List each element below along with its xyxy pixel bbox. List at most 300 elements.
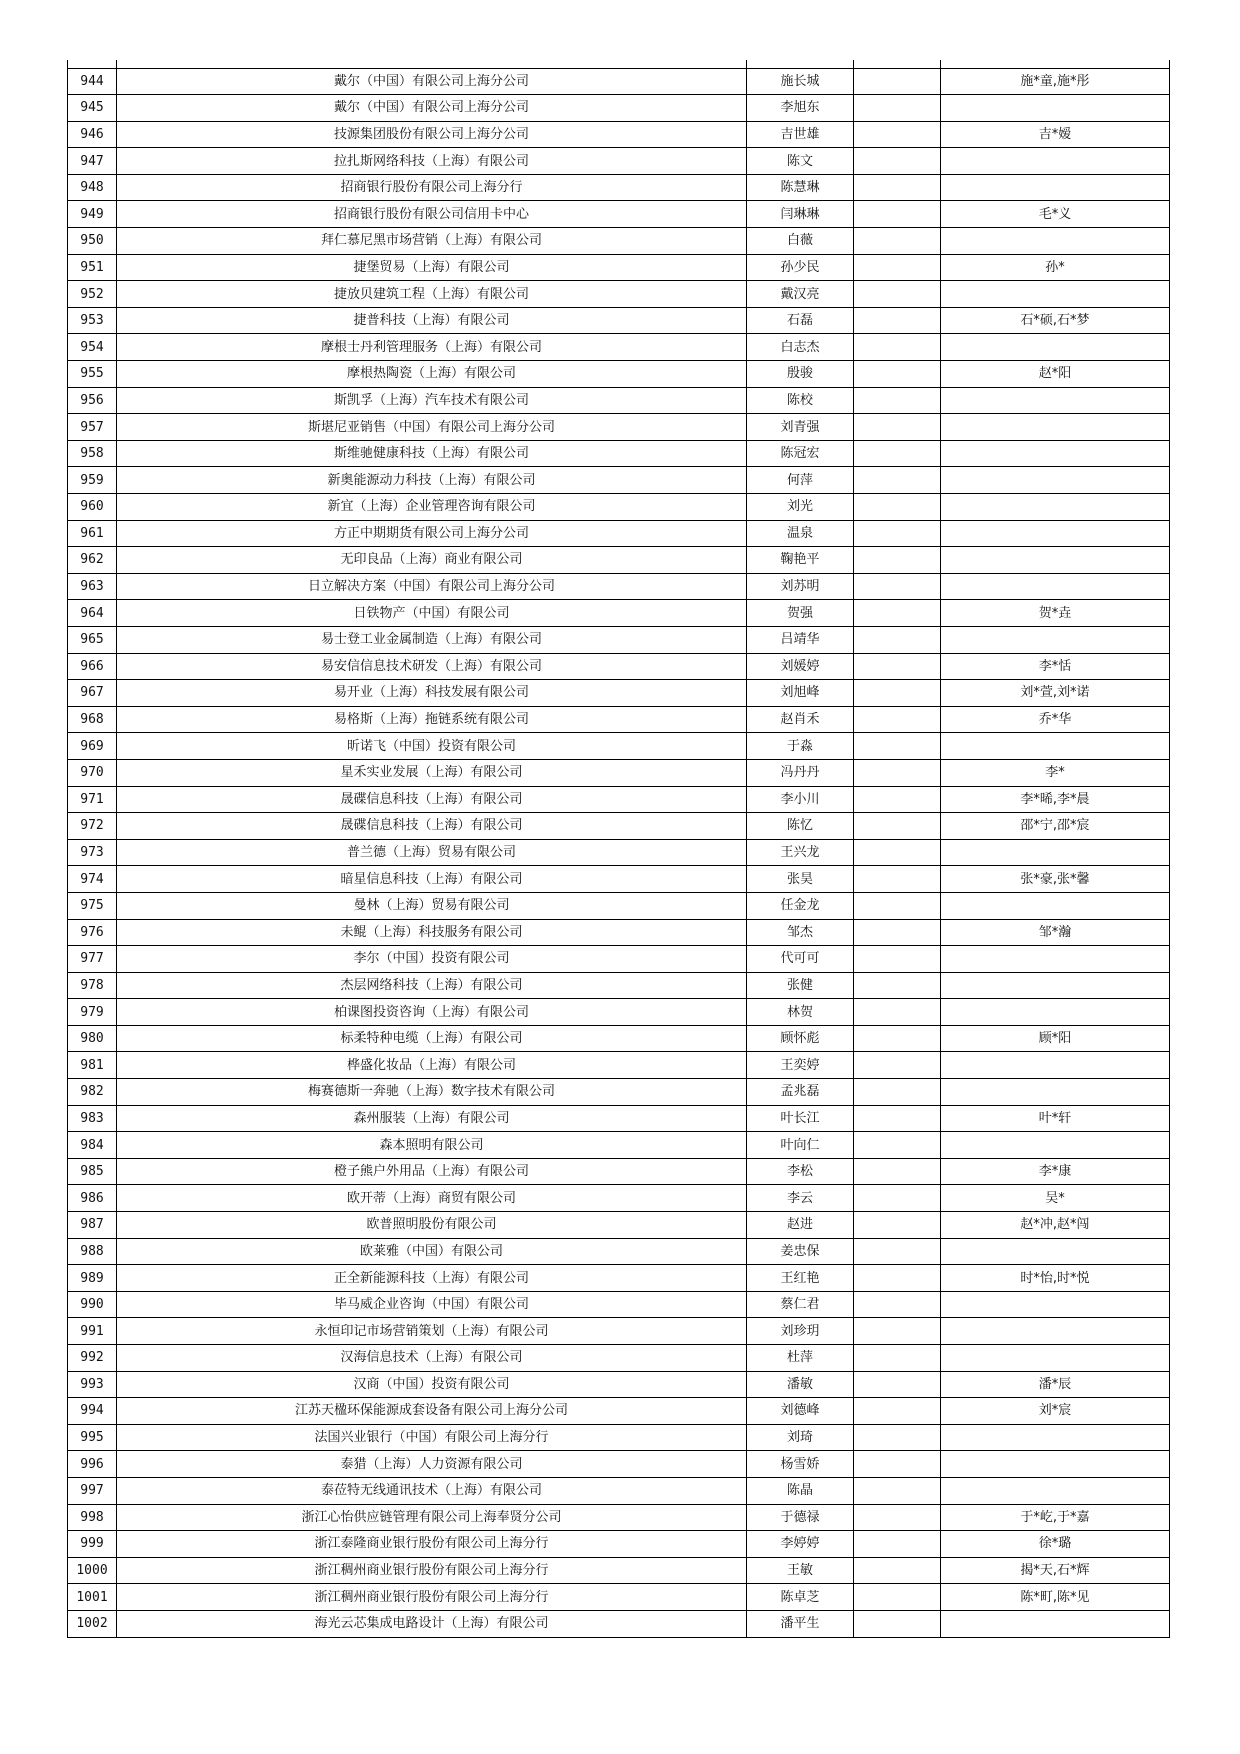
employee-name: 温泉 [747,520,854,547]
employee-name: 何萍 [747,467,854,494]
row-number: 960 [68,494,117,521]
table-row [68,839,1170,866]
employee-name: 陈冠宏 [747,440,854,467]
table-top-edge [68,60,1170,68]
company-name: 捷堡贸易（上海）有限公司 [117,254,747,281]
table-row [68,1318,1170,1345]
row-number: 952 [68,281,117,308]
employee-name: 林贺 [747,999,854,1026]
employee-name: 叶长江 [747,1105,854,1132]
company-name: 毕马威企业咨询（中国）有限公司 [117,1291,747,1318]
relatives-names: 施*童,施*彤 [941,68,1170,95]
relatives-names: 刘*萱,刘*诺 [941,680,1170,707]
employee-name: 姜忠保 [747,1238,854,1265]
employee-name: 邹杰 [747,919,854,946]
row-number: 975 [68,892,117,919]
company-name: 易士登工业金属制造（上海）有限公司 [117,626,747,653]
row-number: 973 [68,839,117,866]
employee-name: 陈卓芝 [747,1584,854,1611]
blank-cell [854,228,941,255]
relatives-names [941,95,1170,122]
table-row [68,1158,1170,1185]
table-row [68,174,1170,201]
table-row [68,121,1170,148]
row-number: 967 [68,680,117,707]
employee-name: 张昊 [747,866,854,893]
company-name: 标柔特种电缆（上海）有限公司 [117,1025,747,1052]
company-name: 捷放贝建筑工程（上海）有限公司 [117,281,747,308]
relatives-names: 孙* [941,254,1170,281]
company-name: 晟碟信息科技（上海）有限公司 [117,786,747,813]
relatives-names: 邹*瀚 [941,919,1170,946]
employee-name: 石磊 [747,307,854,334]
blank-cell [854,1504,941,1531]
row-number: 980 [68,1025,117,1052]
relatives-names [941,494,1170,521]
blank-cell [854,680,941,707]
blank-cell [854,1291,941,1318]
row-number: 949 [68,201,117,228]
employee-name: 潘敏 [747,1371,854,1398]
company-name: 戴尔（中国）有限公司上海分公司 [117,95,747,122]
blank-cell [854,1025,941,1052]
row-number: 958 [68,440,117,467]
company-name: 橙子熊户外用品（上海）有限公司 [117,1158,747,1185]
employee-name: 张健 [747,972,854,999]
relatives-names [941,1238,1170,1265]
company-name: 浙江心怡供应链管理有限公司上海奉贤分公司 [117,1504,747,1531]
table-row [68,414,1170,441]
company-name: 招商银行股份有限公司上海分行 [117,174,747,201]
relatives-names: 潘*辰 [941,1371,1170,1398]
relatives-names [941,972,1170,999]
row-number: 971 [68,786,117,813]
row-number: 963 [68,573,117,600]
blank-cell [854,440,941,467]
employee-name: 孙少民 [747,254,854,281]
row-number: 950 [68,228,117,255]
relatives-names: 吉*嫒 [941,121,1170,148]
row-number: 948 [68,174,117,201]
row-number: 994 [68,1398,117,1425]
company-name: 新宜（上海）企业管理咨询有限公司 [117,494,747,521]
blank-cell [854,759,941,786]
company-name: 欧莱雅（中国）有限公司 [117,1238,747,1265]
company-name: 法国兴业银行（中国）有限公司上海分行 [117,1424,747,1451]
relatives-names: 赵*阳 [941,361,1170,388]
blank-cell [854,1531,941,1558]
relatives-names: 叶*轩 [941,1105,1170,1132]
table-row [68,706,1170,733]
table-row [68,68,1170,95]
table-row [68,600,1170,627]
relatives-names: 李*恬 [941,653,1170,680]
employee-name: 任金龙 [747,892,854,919]
relatives-names: 贺*垚 [941,600,1170,627]
relatives-names: 刘*宸 [941,1398,1170,1425]
employee-name: 王奕婷 [747,1052,854,1079]
employee-name: 陈校 [747,387,854,414]
blank-cell [854,307,941,334]
relatives-names [941,1052,1170,1079]
company-name: 海光云芯集成电路设计（上海）有限公司 [117,1610,747,1637]
row-number: 956 [68,387,117,414]
employee-name: 施长城 [747,68,854,95]
relatives-names: 顾*阳 [941,1025,1170,1052]
table-row [68,1185,1170,1212]
blank-cell [854,121,941,148]
company-name: 拜仁慕尼黑市场营销（上海）有限公司 [117,228,747,255]
company-name: 拉扎斯网络科技（上海）有限公司 [117,148,747,175]
relatives-names [941,892,1170,919]
company-name: 江苏天楹环保能源成套设备有限公司上海分公司 [117,1398,747,1425]
relatives-names [941,547,1170,574]
table-row [68,1557,1170,1584]
row-number: 969 [68,733,117,760]
employee-name: 代可可 [747,946,854,973]
blank-cell [854,1345,941,1372]
row-number: 1002 [68,1610,117,1637]
relatives-names: 于*屹,于*嘉 [941,1504,1170,1531]
row-number: 981 [68,1052,117,1079]
employee-name: 李旭东 [747,95,854,122]
relatives-names [941,839,1170,866]
company-name: 浙江稠州商业银行股份有限公司上海分行 [117,1584,747,1611]
employee-name: 李松 [747,1158,854,1185]
table-row [68,1132,1170,1159]
employee-name: 殷骏 [747,361,854,388]
row-number: 992 [68,1345,117,1372]
relatives-names [941,228,1170,255]
row-number: 972 [68,813,117,840]
row-number: 1001 [68,1584,117,1611]
relatives-names [941,999,1170,1026]
employee-name: 王红艳 [747,1265,854,1292]
row-number: 989 [68,1265,117,1292]
table-row [68,281,1170,308]
blank-cell [854,68,941,95]
table-row [68,653,1170,680]
table-row [68,467,1170,494]
company-name: 易开业（上海）科技发展有限公司 [117,680,747,707]
blank-cell [854,1105,941,1132]
blank-cell [854,1398,941,1425]
blank-cell [854,1238,941,1265]
blank-cell [854,148,941,175]
table-row [68,307,1170,334]
row-number: 955 [68,361,117,388]
employee-name: 刘媛婷 [747,653,854,680]
table-row [68,494,1170,521]
employee-name: 白志杰 [747,334,854,361]
row-number: 953 [68,307,117,334]
company-name: 易格斯（上海）拖链系统有限公司 [117,706,747,733]
relatives-names: 李*晞,李*晨 [941,786,1170,813]
relatives-names [941,946,1170,973]
row-number: 988 [68,1238,117,1265]
blank-cell [854,573,941,600]
company-name: 摩根士丹利管理服务（上海）有限公司 [117,334,747,361]
row-number: 959 [68,467,117,494]
table-row [68,1584,1170,1611]
table-row [68,1531,1170,1558]
row-number: 987 [68,1212,117,1239]
table-row [68,1025,1170,1052]
table-row [68,733,1170,760]
row-number: 966 [68,653,117,680]
employee-name: 王兴龙 [747,839,854,866]
blank-cell [854,1371,941,1398]
row-number: 945 [68,95,117,122]
employee-name: 戴汉亮 [747,281,854,308]
blank-cell [854,1132,941,1159]
row-number: 991 [68,1318,117,1345]
company-name: 日铁物产（中国）有限公司 [117,600,747,627]
employee-name: 吕靖华 [747,626,854,653]
table-row [68,892,1170,919]
blank-cell [854,600,941,627]
blank-cell [854,946,941,973]
relatives-names [941,573,1170,600]
row-number: 976 [68,919,117,946]
blank-cell [854,95,941,122]
roster-sheet [67,60,1169,1638]
employee-name: 陈慧琳 [747,174,854,201]
table-row [68,547,1170,574]
table-row [68,1424,1170,1451]
blank-cell [854,1477,941,1504]
row-number: 970 [68,759,117,786]
table-row [68,1052,1170,1079]
relatives-names [941,626,1170,653]
blank-cell [854,866,941,893]
blank-cell [854,706,941,733]
company-name: 斯堪尼亚销售（中国）有限公司上海分公司 [117,414,747,441]
blank-cell [854,1557,941,1584]
table-row [68,1291,1170,1318]
table-row [68,680,1170,707]
table-row [68,1345,1170,1372]
employee-name: 刘珍玥 [747,1318,854,1345]
relatives-names [941,1079,1170,1106]
company-name: 李尔（中国）投资有限公司 [117,946,747,973]
table-row [68,946,1170,973]
blank-cell [854,1079,941,1106]
employee-name: 李小川 [747,786,854,813]
row-number: 968 [68,706,117,733]
table-row [68,387,1170,414]
row-number: 998 [68,1504,117,1531]
company-name: 泰莅特无线通讯技术（上海）有限公司 [117,1477,747,1504]
row-number: 947 [68,148,117,175]
company-name: 斯凯孚（上海）汽车技术有限公司 [117,387,747,414]
relatives-names [941,387,1170,414]
relatives-names [941,467,1170,494]
table-row [68,95,1170,122]
row-number: 995 [68,1424,117,1451]
employee-name: 陈忆 [747,813,854,840]
company-name: 森本照明有限公司 [117,1132,747,1159]
relatives-names [941,1477,1170,1504]
table-row [68,228,1170,255]
table-row [68,1212,1170,1239]
company-name: 欧开蒂（上海）商贸有限公司 [117,1185,747,1212]
table-row [68,786,1170,813]
blank-cell [854,626,941,653]
company-name: 柏课图投资咨询（上海）有限公司 [117,999,747,1026]
relatives-names [941,334,1170,361]
relatives-names: 石*硕,石*梦 [941,307,1170,334]
employee-name: 刘青强 [747,414,854,441]
relatives-names [941,1291,1170,1318]
row-number: 999 [68,1531,117,1558]
relatives-names: 赵*冲,赵*闯 [941,1212,1170,1239]
table-row [68,626,1170,653]
blank-cell [854,1265,941,1292]
employee-name: 顾怀彪 [747,1025,854,1052]
employee-name: 杨雪娇 [747,1451,854,1478]
employee-name: 刘苏明 [747,573,854,600]
company-name: 斯维驰健康科技（上海）有限公司 [117,440,747,467]
row-number: 954 [68,334,117,361]
relatives-names: 张*豪,张*馨 [941,866,1170,893]
relatives-names [941,1451,1170,1478]
relatives-names [941,440,1170,467]
company-name: 摩根热陶瓷（上海）有限公司 [117,361,747,388]
row-number: 1000 [68,1557,117,1584]
table-row [68,1079,1170,1106]
employee-name: 于德禄 [747,1504,854,1531]
relatives-names [941,733,1170,760]
row-number: 982 [68,1079,117,1106]
blank-cell [854,414,941,441]
relatives-names: 时*怡,时*悦 [941,1265,1170,1292]
company-name: 正全新能源科技（上海）有限公司 [117,1265,747,1292]
company-name: 未鲲（上海）科技服务有限公司 [117,919,747,946]
blank-cell [854,1212,941,1239]
blank-cell [854,1318,941,1345]
company-name: 方正中期期货有限公司上海分公司 [117,520,747,547]
blank-cell [854,520,941,547]
employee-name: 白薇 [747,228,854,255]
blank-cell [854,972,941,999]
employee-name: 陈晶 [747,1477,854,1504]
relatives-names [941,174,1170,201]
row-number: 957 [68,414,117,441]
blank-cell [854,547,941,574]
table-row [68,1265,1170,1292]
employee-name: 冯丹丹 [747,759,854,786]
blank-cell [854,786,941,813]
row-number: 974 [68,866,117,893]
relatives-names [941,1610,1170,1637]
row-number: 990 [68,1291,117,1318]
row-number: 993 [68,1371,117,1398]
table-row [68,1477,1170,1504]
blank-cell [854,733,941,760]
table-row [68,440,1170,467]
employee-name: 李云 [747,1185,854,1212]
blank-cell [854,387,941,414]
relatives-names: 乔*华 [941,706,1170,733]
blank-cell [854,254,941,281]
row-number: 997 [68,1477,117,1504]
row-number: 983 [68,1105,117,1132]
table-row [68,759,1170,786]
relatives-names: 李* [941,759,1170,786]
employee-name: 潘平生 [747,1610,854,1637]
relatives-names [941,1424,1170,1451]
blank-cell [854,494,941,521]
relatives-names [941,281,1170,308]
blank-cell [854,1158,941,1185]
company-name: 招商银行股份有限公司信用卡中心 [117,201,747,228]
row-number: 996 [68,1451,117,1478]
employee-name: 于淼 [747,733,854,760]
row-number: 979 [68,999,117,1026]
table-row [68,1105,1170,1132]
employee-name: 刘光 [747,494,854,521]
row-number: 985 [68,1158,117,1185]
blank-cell [854,201,941,228]
company-name: 浙江稠州商业银行股份有限公司上海分行 [117,1557,747,1584]
blank-cell [854,1610,941,1637]
row-number: 977 [68,946,117,973]
table-row [68,1504,1170,1531]
employee-name: 陈文 [747,148,854,175]
relatives-names: 揭*天,石*辉 [941,1557,1170,1584]
relatives-names: 毛*义 [941,201,1170,228]
company-name: 欧普照明股份有限公司 [117,1212,747,1239]
employee-name: 李婷婷 [747,1531,854,1558]
company-name: 泰猎（上海）人力资源有限公司 [117,1451,747,1478]
relatives-names: 吴* [941,1185,1170,1212]
company-name: 技源集团股份有限公司上海分公司 [117,121,747,148]
table-row [68,919,1170,946]
company-name: 汉海信息技术（上海）有限公司 [117,1345,747,1372]
row-number: 951 [68,254,117,281]
company-name: 捷普科技（上海）有限公司 [117,307,747,334]
company-name: 暗星信息科技（上海）有限公司 [117,866,747,893]
company-name: 梅赛德斯一奔驰（上海）数字技术有限公司 [117,1079,747,1106]
blank-cell [854,892,941,919]
employee-name: 鞠艳平 [747,547,854,574]
blank-cell [854,839,941,866]
company-name: 桦盛化妆品（上海）有限公司 [117,1052,747,1079]
blank-cell [854,999,941,1026]
row-number: 978 [68,972,117,999]
relatives-names: 徐*璐 [941,1531,1170,1558]
table-row [68,1238,1170,1265]
table-row [68,361,1170,388]
company-name: 星禾实业发展（上海）有限公司 [117,759,747,786]
table-row [68,1610,1170,1637]
table-row [68,813,1170,840]
blank-cell [854,361,941,388]
roster-body [68,60,1170,1637]
row-number: 962 [68,547,117,574]
row-number: 965 [68,626,117,653]
roster-table [67,60,1170,1638]
row-number: 964 [68,600,117,627]
company-name: 昕诺飞（中国）投资有限公司 [117,733,747,760]
table-row [68,520,1170,547]
relatives-names: 邵*宁,邵*宸 [941,813,1170,840]
company-name: 永恒印记市场营销策划（上海）有限公司 [117,1318,747,1345]
row-number: 944 [68,68,117,95]
company-name: 无印良品（上海）商业有限公司 [117,547,747,574]
company-name: 易安信信息技术研发（上海）有限公司 [117,653,747,680]
